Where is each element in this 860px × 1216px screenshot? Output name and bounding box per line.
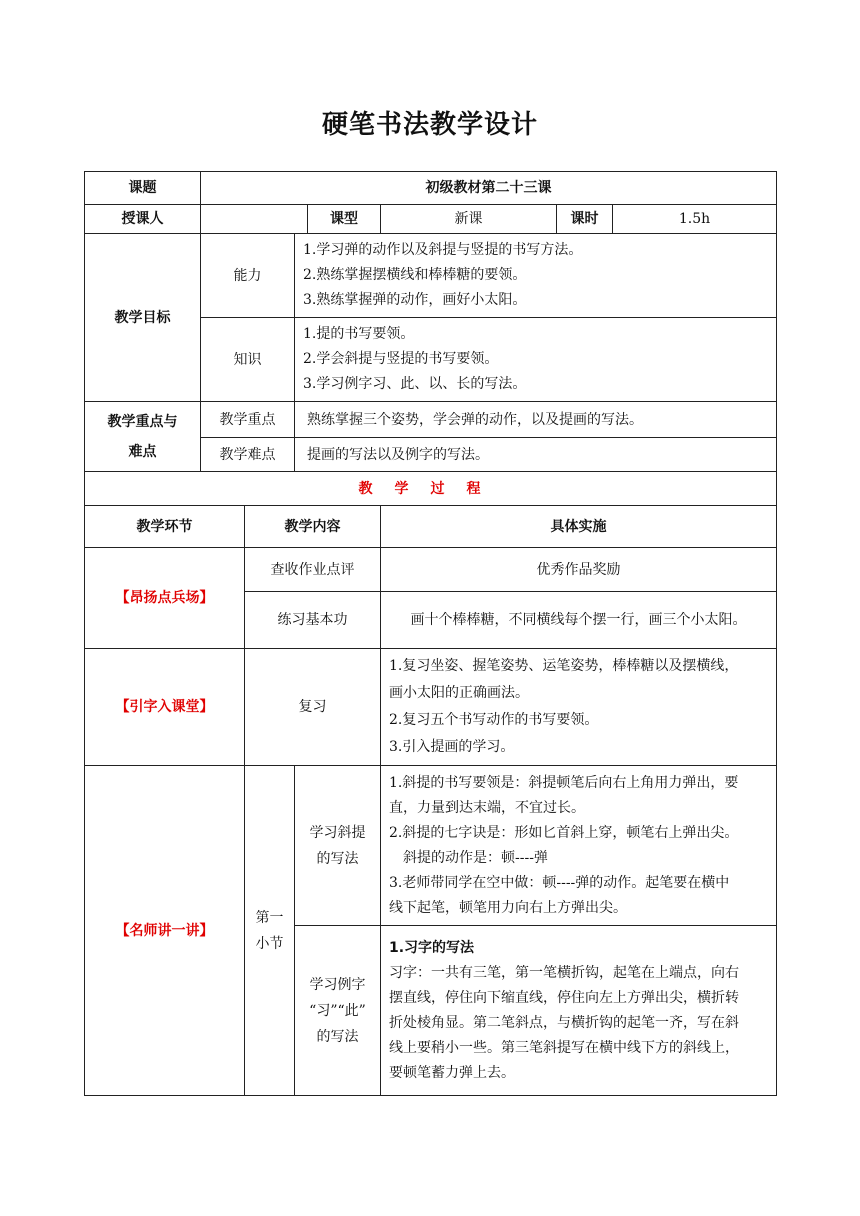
lesson-type-label: 课型 [308, 205, 381, 234]
lecture-b-item: 摆直线，停住向下缩直线，停住向左上方弹出尖，横折转 [389, 989, 739, 1006]
page-title: 硬笔书法教学设计 [321, 110, 538, 140]
stage-lecture-subsection [245, 766, 295, 1096]
lecture-b-title-line: 的写法 [316, 1028, 359, 1045]
lecture-a-title [295, 766, 381, 926]
lecture-b-item: 线上要稍小一些。第三笔斜提写在横中线下方的斜线上， [389, 1039, 739, 1056]
ability-item: 2.熟练掌握摆横线和棒棒糖的要领。 [303, 267, 527, 283]
topic-label: 课题 [85, 172, 201, 205]
knowledge-label: 知识 [201, 318, 295, 402]
stage-lecture: 【名师讲一讲】 [85, 766, 245, 1096]
lecture-a-title-line: 学习斜提 [309, 824, 366, 841]
stage-intro-impl [381, 649, 777, 766]
keypoints-label-line: 难点 [128, 443, 157, 460]
knowledge-items [295, 318, 777, 402]
lecture-a-impl [381, 766, 777, 926]
lecture-b-title-line: “习”“此” [309, 1002, 366, 1019]
lecture-b-heading: 1.习字的写法 [389, 939, 475, 956]
stage-intro: 【引字入课堂】 [85, 649, 245, 766]
stage-warmup-content: 查收作业点评 [245, 548, 381, 592]
lesson-type-value: 新课 [381, 205, 557, 234]
lecture-a-title-line: 的写法 [316, 850, 359, 867]
lecture-a-item: 2.斜提的七字诀是：形如匕首斜上穿，顿笔右上弹出尖。 [389, 824, 739, 841]
subsection-label-line: 第一 [255, 909, 284, 926]
lecture-a-item: 1.斜提的书写要领是：斜提顿笔后向右上角用力弹出，要 [389, 774, 739, 791]
stage-intro-item: 1.复习坐姿、握笔姿势、运笔姿势，棒棒糖以及摆横线， [389, 658, 739, 674]
lecture-b-item: 折处棱角显。第二笔斜点，与横折钩的起笔一齐，写在斜 [389, 1014, 739, 1031]
class-hours-value: 1.5h [613, 205, 777, 234]
teacher-value [201, 205, 308, 234]
ability-item: 1.学习弹的动作以及斜提与竖提的书写方法。 [303, 242, 583, 258]
teacher-label: 授课人 [85, 205, 201, 234]
keypoints-label [85, 402, 201, 472]
stage-warmup-content: 练习基本功 [245, 592, 381, 649]
lecture-a-item: 直，力量到达末端，不宜过长。 [389, 799, 585, 816]
process-col-content: 教学内容 [245, 506, 381, 548]
process-col-implementation: 具体实施 [381, 506, 777, 548]
keypoints-label-line: 教学重点与 [107, 413, 178, 430]
lecture-b-title-line: 学习例字 [309, 976, 366, 993]
stage-intro-item: 3.引入提画的学习。 [389, 739, 515, 755]
stage-warmup-impl: 优秀作品奖励 [381, 548, 777, 592]
lesson-plan-table [84, 171, 777, 1096]
topic-value: 初级教材第二十三课 [201, 172, 777, 205]
focus-value: 熟练掌握三个姿势，学会弹的动作，以及提画的写法。 [295, 402, 777, 438]
ability-items [295, 234, 777, 318]
lecture-a-item: 斜提的动作是：顿----弹 [403, 849, 548, 866]
process-banner: 教学过程 [85, 472, 777, 506]
difficulty-label: 教学难点 [201, 438, 295, 472]
knowledge-item: 3.学习例字习、此、以、长的写法。 [303, 376, 527, 392]
goals-label: 教学目标 [85, 234, 201, 402]
class-hours-label: 课时 [557, 205, 613, 234]
lecture-a-item: 3.老师带同学在空中做：顿----弹的动作。起笔要在横中 [389, 874, 730, 891]
lecture-b-title [295, 926, 381, 1096]
lecture-a-item: 线下起笔，顿笔用力向右上方弹出尖。 [389, 899, 627, 916]
ability-item: 3.熟练掌握弹的动作，画好小太阳。 [303, 292, 527, 308]
process-col-stage: 教学环节 [85, 506, 245, 548]
knowledge-item: 2.学会斜提与竖提的书写要领。 [303, 351, 499, 367]
ability-label: 能力 [201, 234, 295, 318]
lecture-b-impl [381, 926, 777, 1096]
stage-warmup-impl: 画十个棒棒糖，不同横线每个摆一行，画三个小太阳。 [381, 592, 777, 649]
stage-intro-item: 画小太阳的正确画法。 [389, 685, 529, 701]
subsection-label-line: 小节 [255, 935, 284, 952]
stage-warmup: 【昂扬点兵场】 [85, 548, 245, 649]
difficulty-value: 提画的写法以及例字的写法。 [295, 438, 777, 472]
lecture-b-item: 习字：一共有三笔，第一笔横折钩，起笔在上端点，向右 [389, 964, 739, 981]
focus-label: 教学重点 [201, 402, 295, 438]
lecture-b-item: 要顿笔蓄力弹上去。 [389, 1064, 515, 1081]
knowledge-item: 1.提的书写要领。 [303, 326, 415, 342]
stage-intro-item: 2.复习五个书写动作的书写要领。 [389, 712, 599, 728]
stage-intro-content: 复习 [245, 649, 381, 766]
